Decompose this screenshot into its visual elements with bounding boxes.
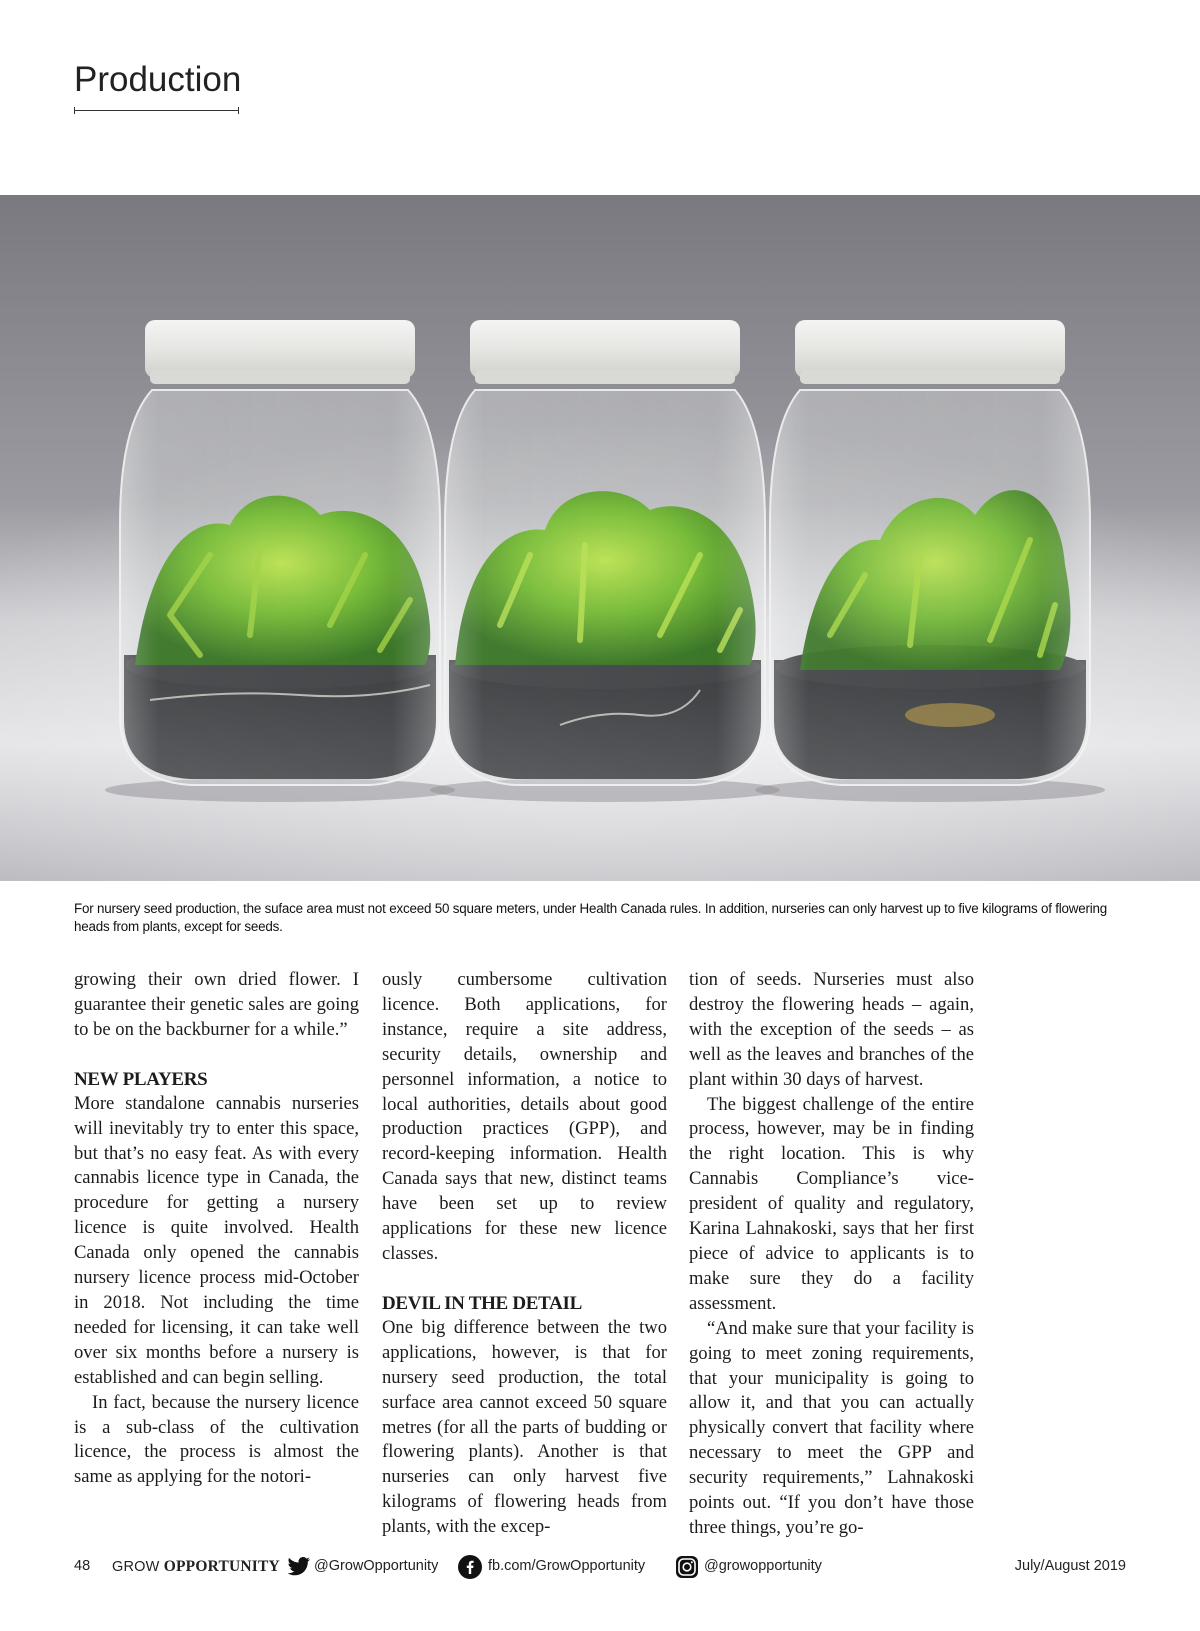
brand-light: GROW: [112, 1559, 160, 1575]
jar-left: [105, 320, 455, 802]
instagram-handle[interactable]: @growopportunity: [704, 1558, 822, 1574]
paragraph: More standalone cannabis nurseries will inevitably try to enter this space, but that’s no easy feat. As with every cannabis licence type in Canada, the procedure for getting a nursery licence is quite involved. Health Canada only opened the cannabis nursery licence process mid-October in 2018. Not including the time needed for licensing, it can take well over six months before a nursery is established and can begin selling.: [74, 1092, 359, 1388]
section-title-rule: [74, 110, 239, 111]
paragraph: tion of seeds. Nurseries must also destroy the flowering heads – again, with the exception of the seeds – as well as the leaves and branches of the plant within 30 days of harvest.: [689, 969, 974, 1090]
article-photo: [0, 195, 1200, 881]
page-number: 48: [74, 1558, 91, 1574]
paragraph: “And make sure that your facility is going to meet zoning requirements, that your municipality is going to allow it, and that you can actually physically convert that facility where necessary to meet the GPP and security requirements,” Lahnakoski points out. “If you don’t have those three things, you’re go-: [689, 1317, 974, 1538]
paragraph: One big difference between the two applications, however, is that for nursery seed production, the total surface area cannot exceed 50 square metres (for all the parts of budding or flowering plants). Another is that nurseries can only harvest five kilograms of flowering heads from plants, with the excep-: [382, 1316, 667, 1538]
paragraph: ously cumbersome cultivation licence. Both applications, for instance, require a site address, security details, ownership and personnel information, a notice to local authorities, details about good production practices (GPP), and record-keeping information. Health Canada says that new, distinct teams have been set up to review applications for these new licence classes.: [382, 969, 667, 1264]
magazine-brand: [112, 1558, 280, 1576]
facebook-link[interactable]: fb.com/GrowOpportunity: [488, 1558, 646, 1574]
article-column-3: [689, 968, 974, 1541]
photo-caption: For nursery seed production, the suface area must not exceed 50 square meters, under Health Canada rules. In addition, nurseries can only harvest up to five kilograms of flowering heads from plants, except for seeds.: [74, 901, 1108, 934]
instagram-icon: [675, 1555, 699, 1579]
jar-middle: [430, 320, 780, 802]
subheading-devil-in-the-detail: DEVIL IN THE DETAIL: [382, 1292, 583, 1314]
subheading-new-players: NEW PLAYERS: [74, 1068, 208, 1090]
paragraph: growing their own dried flower. I guarantee their genetic sales are going to be on the backburner for a while.”: [74, 969, 359, 1040]
page-footer: [74, 1556, 1126, 1580]
paragraph: In fact, because the nursery licence is a sub-class of the cultivation licence, the process is almost the same as applying for the notori-: [74, 1391, 359, 1488]
brand-bold: OPPORTUNITY: [163, 1558, 280, 1575]
twitter-handle[interactable]: @GrowOpportunity: [314, 1558, 439, 1574]
article-column-1: [74, 968, 359, 1490]
twitter-icon: [287, 1557, 311, 1577]
paragraph: The biggest challenge of the entire process, however, may be in finding the right location. This is why Cannabis Compliance’s vice-president of quality and regulatory, Karina Lahnakoski, says that her first piece of advice to applicants is to make sure they do a facility assessment.: [689, 1093, 974, 1314]
article-column-2: [382, 968, 667, 1540]
issue-date: July/August 2019: [1014, 1558, 1126, 1574]
section-title: Production: [74, 60, 242, 99]
jar-right: [755, 320, 1105, 802]
facebook-icon: [458, 1555, 482, 1579]
